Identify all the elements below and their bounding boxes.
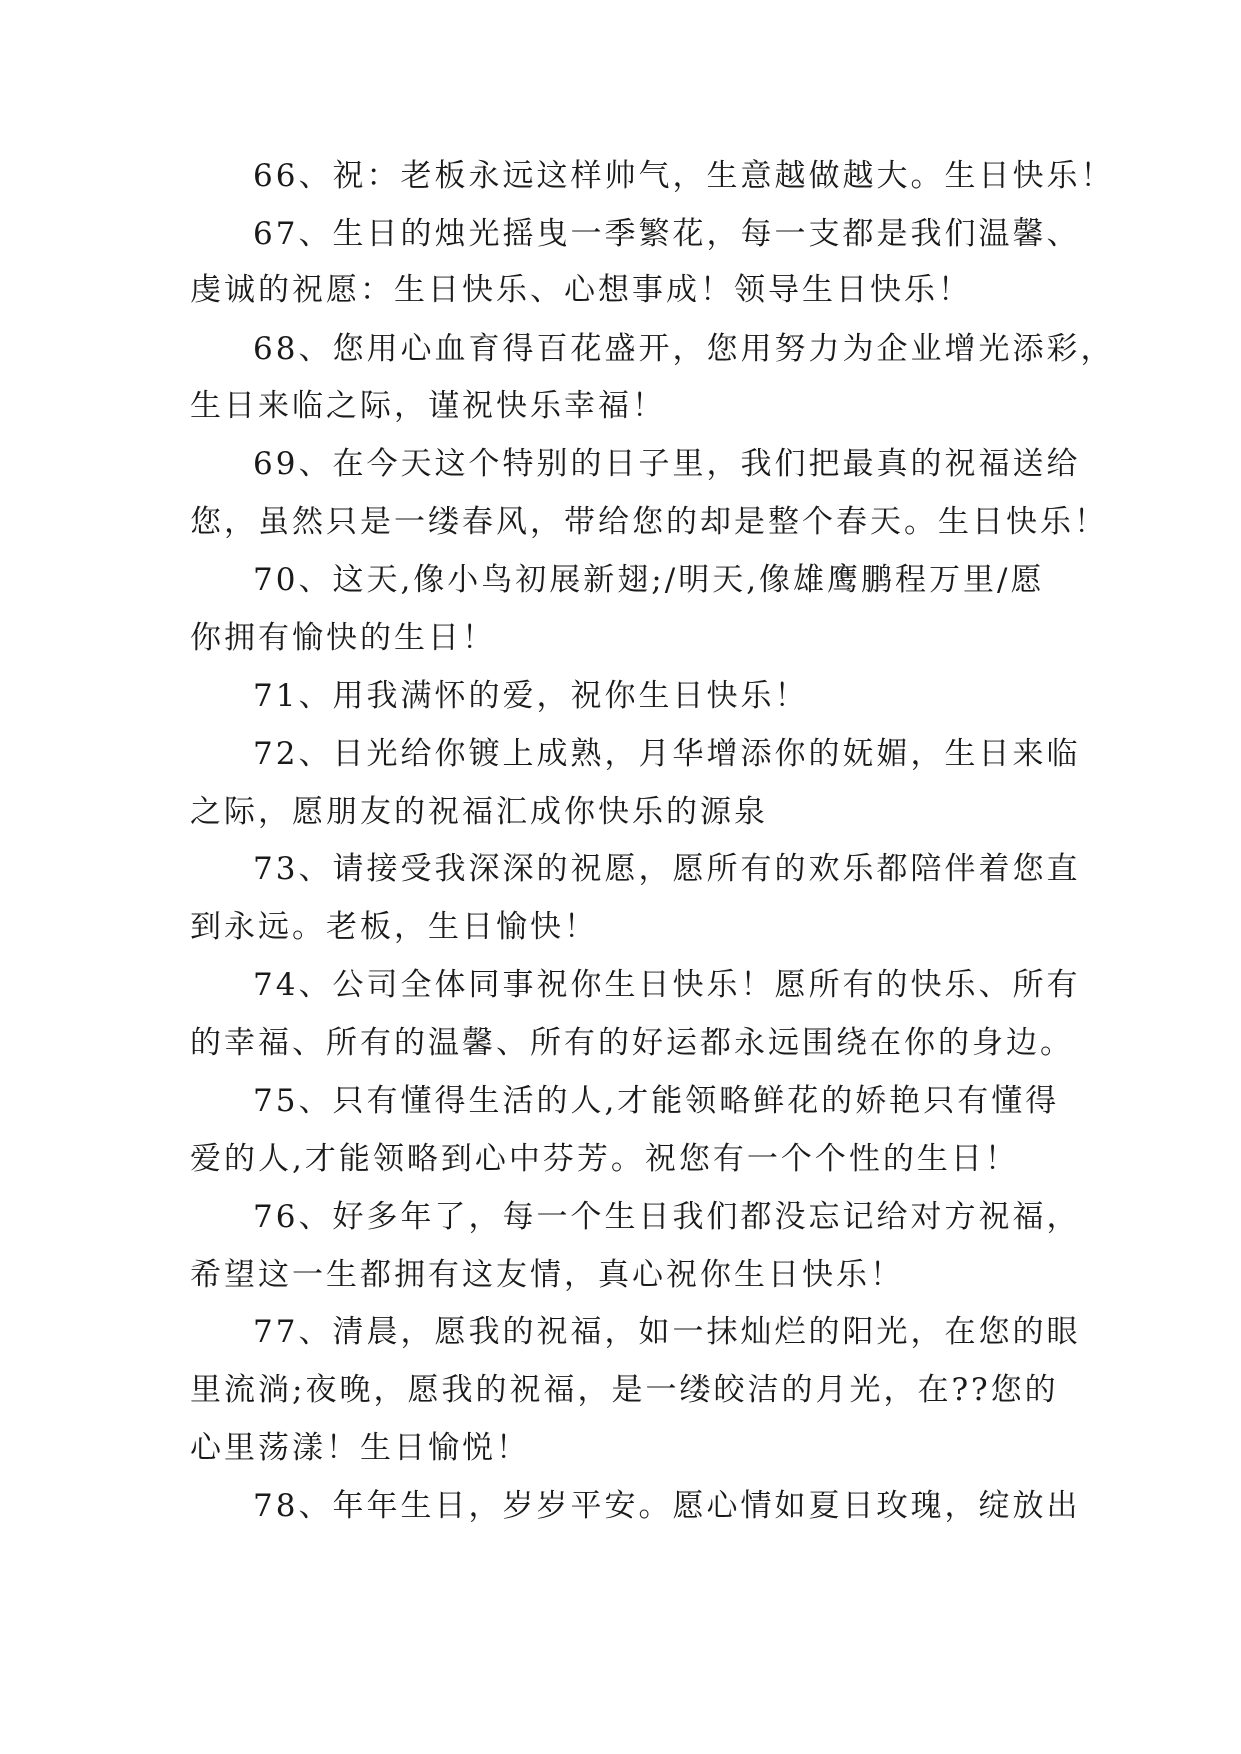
text-line: 75、只有懂得生活的人,才能领略鲜花的娇艳只有懂得: [253, 1083, 1060, 1119]
text-line: 66、祝：老板永远这样帅气，生意越做越大。生日快乐！: [253, 158, 1115, 194]
text-line: 到永远。老板，生日愉快！: [190, 909, 598, 945]
text-line: 69、在今天这个特别的日子里，我们把最真的祝福送给: [253, 446, 1081, 482]
text-line: 71、用我满怀的爱，祝你生日快乐！: [253, 678, 809, 714]
text-line: 70、这天,像小鸟初展新翅;/明天,像雄鹰鹏程万里/愿: [253, 562, 1045, 598]
text-line: 心里荡漾！生日愉悦！: [190, 1430, 530, 1466]
text-line: 78、年年生日，岁岁平安。愿心情如夏日玫瑰，绽放出: [253, 1488, 1081, 1524]
text-line: 您，虽然只是一缕春风，带给您的却是整个春天。生日快乐！: [190, 504, 1108, 540]
text-line: 77、清晨，愿我的祝福，如一抹灿烂的阳光，在您的眼: [253, 1314, 1081, 1350]
text-line: 68、您用心血育得百花盛开，您用努力为企业增光添彩，: [253, 331, 1115, 367]
text-line: 73、请接受我深深的祝愿，愿所有的欢乐都陪伴着您直: [253, 851, 1081, 887]
text-line: 里流淌;夜晚，愿我的祝福，是一缕皎洁的月光，在??您的: [190, 1372, 1059, 1408]
text-line: 76、好多年了，每一个生日我们都没忘记给对方祝福，: [253, 1199, 1081, 1235]
text-line: 你拥有愉快的生日！: [190, 620, 496, 656]
text-line: 爱的人,才能领略到心中芬芳。祝您有一个个性的生日！: [190, 1141, 1019, 1177]
text-line: 希望这一生都拥有这友情，真心祝你生日快乐！: [190, 1257, 904, 1293]
text-line: 生日来临之际，谨祝快乐幸福！: [190, 388, 666, 424]
text-line: 虔诚的祝愿：生日快乐、心想事成！领导生日快乐！: [190, 272, 972, 308]
text-line: 74、公司全体同事祝你生日快乐！愿所有的快乐、所有: [253, 967, 1081, 1003]
text-line: 72、日光给你镀上成熟，月华增添你的妩媚，生日来临: [253, 736, 1081, 772]
text-line: 的幸福、所有的温馨、所有的好运都永远围绕在你的身边。: [190, 1025, 1074, 1061]
text-line: 之际，愿朋友的祝福汇成你快乐的源泉: [190, 794, 768, 830]
text-line: 67、生日的烛光摇曳一季繁花，每一支都是我们温馨、: [253, 216, 1081, 252]
